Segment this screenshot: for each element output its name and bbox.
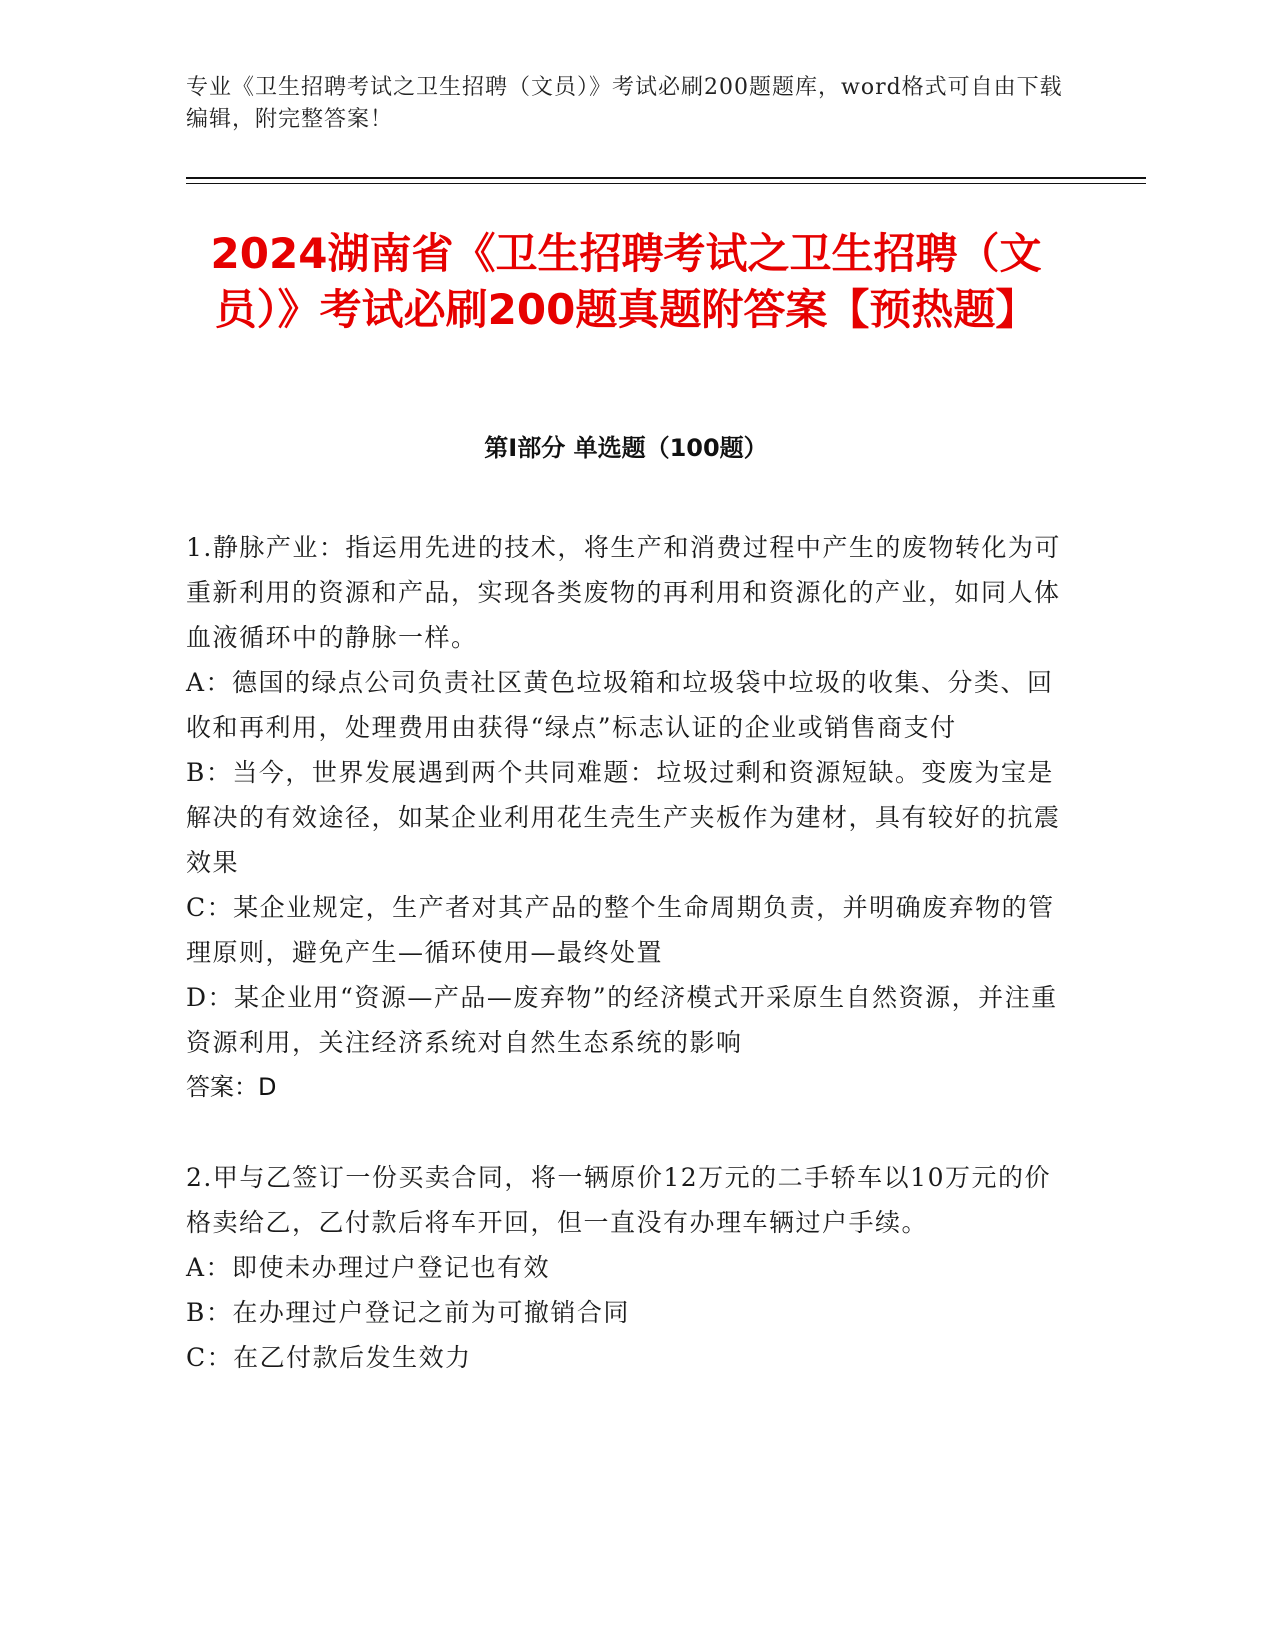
- question-1-answer: 答案：D: [186, 1073, 277, 1101]
- question-1-option-b: B：当今，世界发展遇到两个共同难题：垃圾过剩和资源短缺。变废为宝是解决的有效途径，如某企业利用花生壳生产夹板作为建材，具有较好的抗震效果: [186, 758, 1061, 877]
- question-2-option-c: C：在乙付款后发生效力: [186, 1343, 472, 1372]
- question-1-option-d: D：某企业用“资源—产品—废弃物”的经济模式开采原生自然资源，并注重资源利用，关注经济系统对自然生态系统的影响: [186, 983, 1058, 1057]
- question-1: [186, 525, 1066, 1110]
- question-2-option-b: B：在办理过户登记之前为可撤销合同: [186, 1298, 630, 1327]
- question-2-stem: 2.甲与乙签订一份买卖合同，将一辆原价12万元的二手轿车以10万元的价格卖给乙，乙付款后将车开回，但一直没有办理车辆过户手续。: [186, 1163, 1051, 1237]
- question-2-option-a: A：即使未办理过户登记也有效: [186, 1253, 551, 1282]
- header-divider-thick: [186, 177, 1146, 179]
- question-1-option-c: C：某企业规定，生产者对其产品的整个生命周期负责，并明确废弃物的管理原则，避免产生—循环使用—最终处置: [186, 893, 1055, 967]
- question-list: [186, 525, 1066, 1425]
- header-divider-thin: [186, 183, 1146, 184]
- question-1-stem: 1.静脉产业：指运用先进的技术，将生产和消费过程中产生的废物转化为可重新利用的资源和产品，实现各类废物的再利用和资源化的产业，如同人体血液循环中的静脉一样。: [186, 533, 1061, 652]
- header-note: 专业《卫生招聘考试之卫生招聘（文员）》考试必刷200题题库，word格式可自由下载编辑，附完整答案！: [186, 75, 1063, 132]
- document-title: 2024湖南省《卫生招聘考试之卫生招聘（文员）》考试必刷200题真题附答案【预热题】: [210, 229, 1042, 334]
- question-1-option-a: A：德国的绿点公司负责社区黄色垃圾箱和垃圾袋中垃圾的收集、分类、回收和再利用，处理费用由获得“绿点”标志认证的企业或销售商支付: [186, 668, 1054, 742]
- question-2: [186, 1155, 1066, 1380]
- section-heading: 第I部分 单选题（100题）: [484, 434, 768, 462]
